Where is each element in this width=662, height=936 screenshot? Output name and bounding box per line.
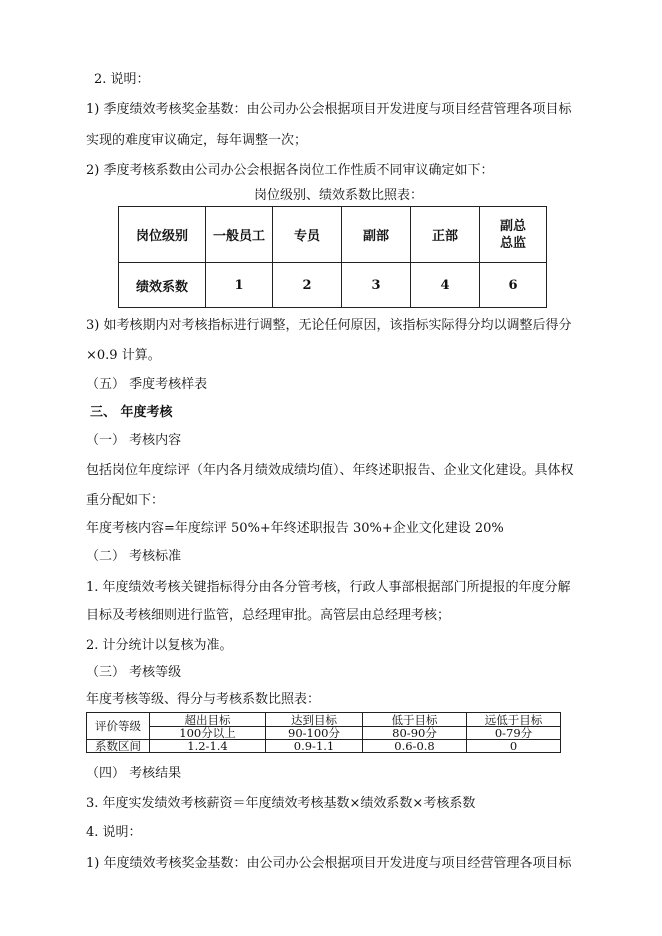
paragraph-line: 2. 计分统计以复核为准。: [86, 638, 233, 653]
paragraph-line: 1) 年度绩效考核奖金基数：由公司办公会根据项目开发进度与项目经营管理各项目标: [86, 856, 572, 871]
table-cell: 评价等级: [87, 713, 150, 740]
table-cell: 达到目标: [266, 713, 363, 727]
table-cell: 100分以上: [150, 727, 266, 740]
table-cell: 3: [342, 263, 411, 308]
cell-line: 总监: [499, 235, 526, 251]
table-cell: 0-79分: [467, 727, 561, 740]
table-cell: 低于目标: [363, 713, 467, 727]
table-cell: 远低于目标: [467, 713, 561, 727]
table-cell: 系数区间: [87, 740, 150, 753]
table-caption: 年度考核等级、得分与考核系数比照表：: [86, 692, 321, 707]
paragraph-line: ×0.9 计算。: [86, 348, 161, 363]
table-cell: 绩效系数: [119, 263, 206, 308]
section-heading: （二） 考核标准: [86, 549, 182, 564]
paragraph-line: 2) 季度考核系数由公司办公会根据各岗位工作性质不同审议确定如下：: [86, 163, 494, 178]
section-heading: （五） 季度考核样表: [86, 377, 208, 392]
paragraph-line: 实现的难度审议确定，每年调整一次；: [86, 133, 308, 148]
table-cell: 4: [411, 263, 480, 308]
paragraph-line: 3. 年度实发绩效考核薪资＝年度绩效考核基数×绩效系数×考核系数: [86, 796, 476, 811]
table-cell: 副部: [342, 207, 411, 263]
table-cell: 一般员工: [206, 207, 273, 263]
paragraph-line: 目标及考核细则进行监管，总经理审批。高管层由总经理考核；: [86, 608, 451, 623]
paragraph-line: 1) 季度绩效考核奖金基数：由公司办公会根据项目开发进度与项目经营管理各项目标: [86, 102, 572, 117]
chapter-heading: 三、 年度考核: [90, 405, 173, 420]
table-cell: 超出目标: [150, 713, 266, 727]
table-cell: 0.6-0.8: [363, 740, 467, 753]
cell-line: 副总: [499, 218, 526, 234]
section-note-heading: 2. 说明：: [94, 72, 150, 87]
paragraph-line: 重分配如下：: [86, 493, 165, 508]
table-cell: 1: [206, 263, 273, 308]
table-cell: 6: [480, 263, 547, 308]
paragraph-line: 包括岗位年度综评（年内各月绩效成绩均值）、年终述职报告、企业文化建设。具体权: [86, 463, 574, 478]
table-cell: 80-90分: [363, 727, 467, 740]
table-cell: 专员: [273, 207, 342, 263]
grade-table: [86, 712, 561, 753]
table-cell: 90-100分: [266, 727, 363, 740]
section-heading: （四） 考核结果: [86, 766, 182, 781]
section-note-heading: 4. 说明：: [86, 825, 142, 840]
section-heading: （一） 考核内容: [86, 433, 182, 448]
paragraph-line: 年度考核内容=年度综评 50%+年终述职报告 30%+企业文化建设 20%: [86, 521, 504, 536]
table-cell: [480, 207, 547, 263]
table-cell: 正部: [411, 207, 480, 263]
table-cell: 岗位级别: [119, 207, 206, 263]
section-heading: （三） 考核等级: [86, 665, 182, 680]
paragraph-line: 1. 年度绩效考核关键指标得分由各分管考核，行政人事部根据部门所提报的年度分解: [86, 580, 571, 595]
coefficient-table: [118, 206, 547, 308]
table-caption: 岗位级别、绩效系数比照表：: [254, 188, 424, 203]
table-cell: 0.9-1.1: [266, 740, 363, 753]
paragraph-line: 3) 如考核期内对考核指标进行调整，无论任何原因，该指标实际得分均以调整后得分: [86, 318, 572, 333]
table-cell: 2: [273, 263, 342, 308]
table-cell: 1.2-1.4: [150, 740, 266, 753]
table-cell: 0: [467, 740, 561, 753]
